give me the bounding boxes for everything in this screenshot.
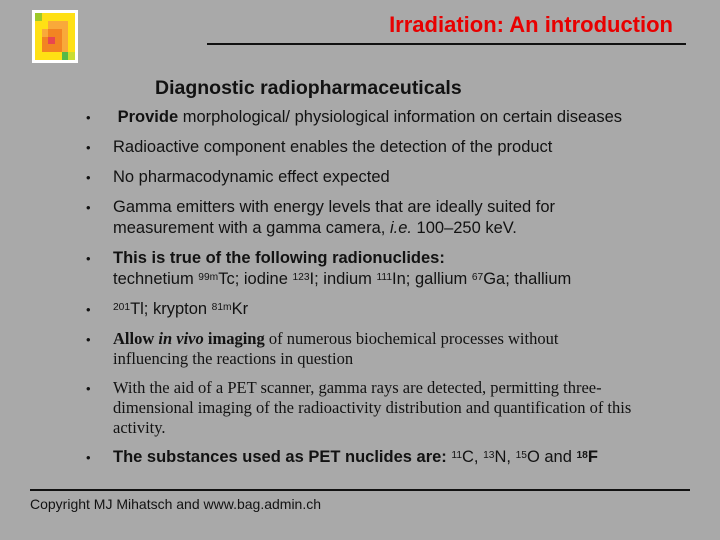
bullet-text: Allow in vivo imaging of numerous biochemical processes without influencing the reactions in question: [113, 329, 559, 368]
logo-pixel: [68, 44, 75, 52]
bullet-marker: •: [86, 110, 91, 125]
bullet-list: [86, 107, 690, 477]
logo-pixel: [42, 13, 49, 21]
logo-pixel: [55, 44, 62, 52]
logo-pixel: [35, 13, 42, 21]
logo-pixel: [42, 21, 49, 29]
logo-pixel: [55, 37, 62, 45]
logo-pixel: [42, 52, 49, 60]
bullet-text: Radioactive component enables the detection of the product: [113, 138, 553, 156]
logo-pixel: [35, 37, 42, 45]
logo-pixel: [48, 44, 55, 52]
logo-pixel: [48, 13, 55, 21]
footer-text: Copyright MJ Mihatsch and www.bag.admin.ch: [30, 496, 322, 512]
logo: [32, 10, 78, 63]
logo-pixel: [68, 37, 75, 45]
bullet-item: [86, 167, 690, 188]
logo-pixel: [62, 29, 69, 37]
bullet-text: $^{201}$Tl; krypton $^{81m}$Kr: [113, 300, 249, 318]
bullet-item: [86, 299, 690, 320]
logo-pixel: [55, 21, 62, 29]
bullet-item: [86, 197, 690, 239]
logo-pixel: [55, 52, 62, 60]
bullet-marker: •: [86, 332, 91, 347]
bullet-item: [86, 447, 690, 468]
logo-pixel: [42, 29, 49, 37]
logo-pixel: [48, 21, 55, 29]
logo-pixel: [35, 21, 42, 29]
bullet-item: [86, 248, 690, 290]
logo-pixel: [62, 37, 69, 45]
title-underline: [207, 43, 686, 45]
bullet-text: The substances used as PET nuclides are: $^{11}$C, $^{13}$N, $^{15}$O and $^{18}$F: [113, 448, 598, 466]
bullet-marker: •: [86, 302, 91, 317]
logo-pixel: [42, 37, 49, 45]
logo-pixel: [35, 44, 42, 52]
logo-grid: [35, 13, 75, 60]
logo-pixel: [62, 13, 69, 21]
logo-pixel: [68, 52, 75, 60]
bullet-item: [86, 329, 690, 369]
bullet-marker: •: [86, 450, 91, 465]
logo-pixel: [62, 21, 69, 29]
logo-pixel: [48, 52, 55, 60]
bullet-item: [86, 137, 690, 158]
bullet-text: Gamma emitters with energy levels that are ideally suited for measurement with a gamma camera, i.e. 100–250 keV.: [113, 198, 556, 237]
page-title: Irradiation: An introduction: [389, 12, 673, 37]
logo-pixel: [35, 29, 42, 37]
bullet-marker: •: [86, 251, 91, 266]
footer-rule: [30, 489, 690, 491]
bullet-text: With the aid of a PET scanner, gamma rays are detected, permitting three- dimensional imaging of the radioactivity distribution and quantification of this activity.: [113, 378, 632, 437]
logo-pixel: [55, 13, 62, 21]
logo-pixel: [68, 13, 75, 21]
slide-heading: Diagnostic radiopharmaceuticals: [155, 77, 462, 99]
logo-pixel: [55, 29, 62, 37]
logo-pixel: [48, 37, 55, 45]
logo-pixel: [68, 29, 75, 37]
bullet-text: No pharmacodynamic effect expected: [113, 168, 390, 186]
logo-pixel: [62, 44, 69, 52]
bullet-item: [86, 107, 690, 128]
logo-pixel: [62, 52, 69, 60]
bullet-marker: •: [86, 381, 91, 396]
bullet-marker: •: [86, 200, 91, 215]
bullet-marker: •: [86, 170, 91, 185]
logo-pixel: [48, 29, 55, 37]
bullet-marker: •: [86, 140, 91, 155]
bullet-text: This is true of the following radionuclides: technetium $^{99m}$Tc; iodine $^{123}$I; indium $^{111}$In; gallium $^{67}$Ga; thallium: [113, 249, 572, 288]
bullet-text: Provide morphological/ physiological information on certain diseases: [117, 108, 623, 126]
logo-pixel: [68, 21, 75, 29]
logo-pixel: [42, 44, 49, 52]
logo-pixel: [35, 52, 42, 60]
bullet-item: [86, 378, 690, 438]
